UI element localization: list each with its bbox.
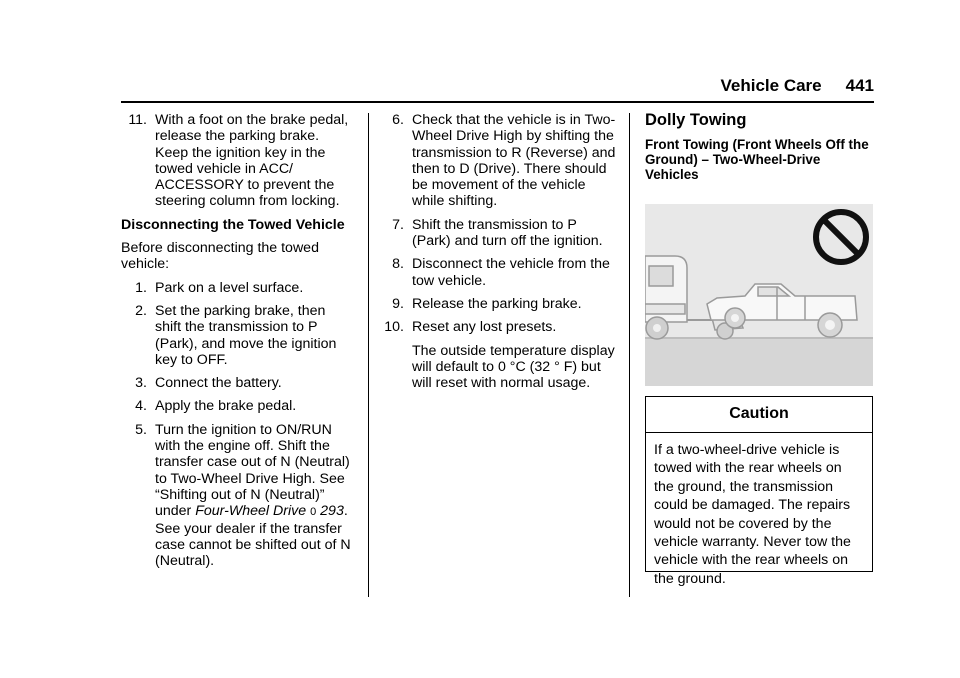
page-number: 441 — [845, 76, 874, 95]
step-number: 8. — [392, 256, 404, 273]
step-number: 7. — [392, 216, 404, 233]
column-divider-2 — [629, 113, 630, 597]
cross-reference-page[interactable]: 293 — [320, 503, 344, 520]
subsection-heading: Disconnecting the Towed Vehicle — [121, 216, 345, 233]
step-text: Check that the vehicle is in Two-Wheel Drive High by shifting the transmission to R (Reverse) and then to D (Drive). There should be movement of the vehicle while shifting. — [412, 112, 616, 210]
list-item — [380, 319, 617, 335]
step-number: 1. — [135, 279, 147, 296]
step-text: Connect the battery. — [155, 375, 282, 392]
note-paragraph: The outside temperature display will default to 0 °C (32 ° F) but will reset with normal usage. — [412, 342, 615, 392]
step-text: Disconnect the vehicle from the tow vehicle. — [412, 256, 610, 289]
column-3 — [645, 112, 875, 182]
dolly-towing-figure — [645, 204, 873, 386]
list-item — [380, 296, 617, 312]
step-text: Shift the transmission to P (Park) and turn off the ignition. — [412, 216, 603, 250]
step-number: 10. — [384, 319, 404, 336]
list-item — [380, 256, 617, 289]
step-text-part: . See your dealer if the transfer case cannot be shifted out of N (Neutral). — [155, 503, 351, 570]
header-rule — [121, 101, 874, 103]
step-11 — [121, 112, 353, 210]
column-divider-1 — [368, 113, 369, 597]
list-item — [121, 398, 353, 414]
step-text: Set the parking brake, then shift the transmission to P (Park), and move the ignition key to OFF. — [155, 302, 337, 368]
page-reference-icon: 0 — [310, 506, 317, 519]
step-text — [155, 422, 353, 570]
tow-vehicle — [645, 256, 687, 322]
step-list — [121, 280, 353, 415]
step-text: Reset any lost presets. — [412, 319, 557, 336]
cross-reference[interactable]: Four-Wheel Drive — [195, 503, 307, 520]
step-number: 9. — [392, 295, 404, 312]
step-list — [380, 112, 617, 336]
section-heading: Dolly Towing — [645, 111, 747, 129]
section-title: Vehicle Care — [720, 76, 822, 95]
subsection-heading: Front Towing (Front Wheels Off the Ground) – Two-Wheel-Drive Vehicles — [645, 137, 869, 183]
page-header — [721, 76, 875, 96]
caution-text: If a two-wheel-drive vehicle is towed with the rear wheels on the ground, the transmission could be damaged. The repairs would not be covered by the vehicle warranty. Never tow the vehicle with the rear wheels on the ground. — [654, 442, 851, 587]
list-item — [121, 280, 353, 296]
step-text: With a foot on the brake pedal, release the parking brake. Keep the ignition key in the towed vehicle in ACC/ ACCESSORY to prevent the steering column from locking. — [155, 112, 349, 210]
intro-paragraph: Before disconnecting the towed vehicle: — [121, 240, 319, 273]
step-text-part: Turn the ignition to ON/RUN with the engine off. Shift the transfer case out of N (Neutral) to Two-Wheel Drive High. See “Shifting out of N (Neutral)” under — [155, 421, 350, 520]
caution-title: Caution — [646, 397, 872, 433]
step-number: 6. — [392, 112, 404, 128]
list-item — [121, 303, 353, 368]
list-item — [380, 112, 617, 210]
prohibited-sign-icon — [816, 212, 866, 262]
step-number: 5. — [135, 421, 147, 438]
step-number: 3. — [135, 375, 147, 392]
list-item — [380, 217, 617, 250]
step-number: 4. — [135, 398, 147, 415]
list-item — [121, 375, 353, 391]
step-text: Apply the brake pedal. — [155, 398, 297, 415]
step-5 — [121, 422, 353, 570]
step-number: 2. — [135, 302, 147, 319]
column-2 — [380, 112, 617, 398]
step-number: 11. — [128, 112, 147, 128]
caution-box — [645, 396, 873, 587]
column-1 — [121, 112, 353, 576]
step-text: Park on a level surface. — [155, 279, 304, 296]
step-text: Release the parking brake. — [412, 295, 582, 312]
